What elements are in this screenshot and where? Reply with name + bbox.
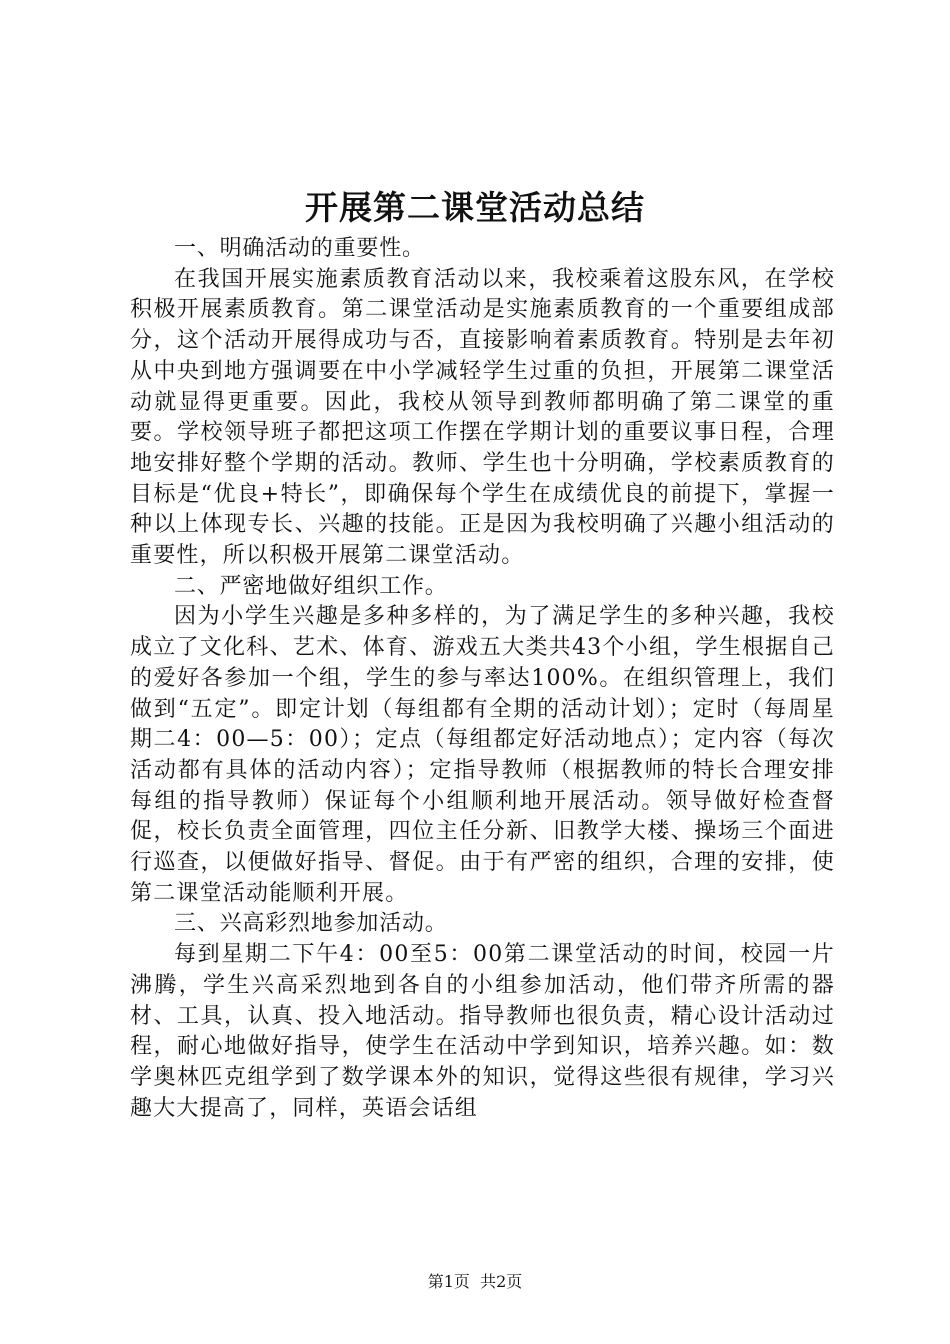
section-heading-3: 三、兴高彩烈地参加活动。: [174, 911, 448, 937]
section-paragraph-1: 在我国开展实施素质教育活动以来，我校乘着这股东风，在学校积极开展素质教育。第二课堂活动是实施素质教育的一个重要组成部分，这个活动开展得成功与否，直接影响着素质教育。特别是去年初从中央到地方强调要在中小学减轻学生过重的负担，开展第二课堂活动就显得更重要。因此，我校从领导到教师都明确了第二课堂的重要。学校领导班子都把这项工作摆在学期计划的重要议事日程，合理地安排好整个学期的活动。教师、学生也十分明确，学校素质教育的目标是“优良+特长”，即确保每个学生在成绩优良的前提下，掌握一种以上体现专长、兴趣的技能。正是因为我校明确了兴趣小组活动的重要性，所以积极开展第二课堂活动。: [130, 266, 835, 569]
section-paragraph-3: 每到星期二下午4：00至5：00第二课堂活动的时间，校园一片沸腾，学生兴高采烈地到各自的小组参加活动，他们带齐所需的器材、工具，认真、投入地活动。指导教师也很负责，精心设计活动过程，耐心地做好指导，使学生在活动中学到知识，培养兴趣。如：数学奥林匹克组学到了数学课本外的知识，觉得这些很有规律，学习兴趣大大提高了，同样，英语会话组: [130, 942, 835, 1121]
page-footer: [0, 1271, 950, 1293]
section-heading-1: 一、明确活动的重要性。: [174, 236, 425, 261]
page-title: 开展第二课堂活动总结: [305, 188, 645, 227]
page-number: 第1页: [427, 1272, 470, 1291]
page-total: 共2页: [480, 1272, 523, 1291]
section-paragraph-2: 因为小学生兴趣是多种多样的，为了满足学生的多种兴趣，我校成立了文化科、艺术、体育、游戏五大类共43个小组，学生根据自己的爱好各参加一个组，学生的参与率达100%。在组织管理上，我们做到“五定”。即定计划（每组都有全期的活动计划）；定时（每周星期二4：00—5：00）；定点（每组都定好活动地点）；定内容（每次活动都有具体的活动内容）；定指导教师（根据教师的特长合理安排每组的指导教师）保证每个小组顺利地开展活动。领导做好检查督促，校长负责全面管理，四位主任分新、旧教学大楼、操场三个面进行巡查，以便做好指导、督促。由于有严密的组织，合理的安排，使第二课堂活动能顺利开展。: [130, 604, 835, 906]
document-body: [130, 234, 835, 1124]
section-heading-2: 二、严密地做好组织工作。: [174, 573, 448, 599]
